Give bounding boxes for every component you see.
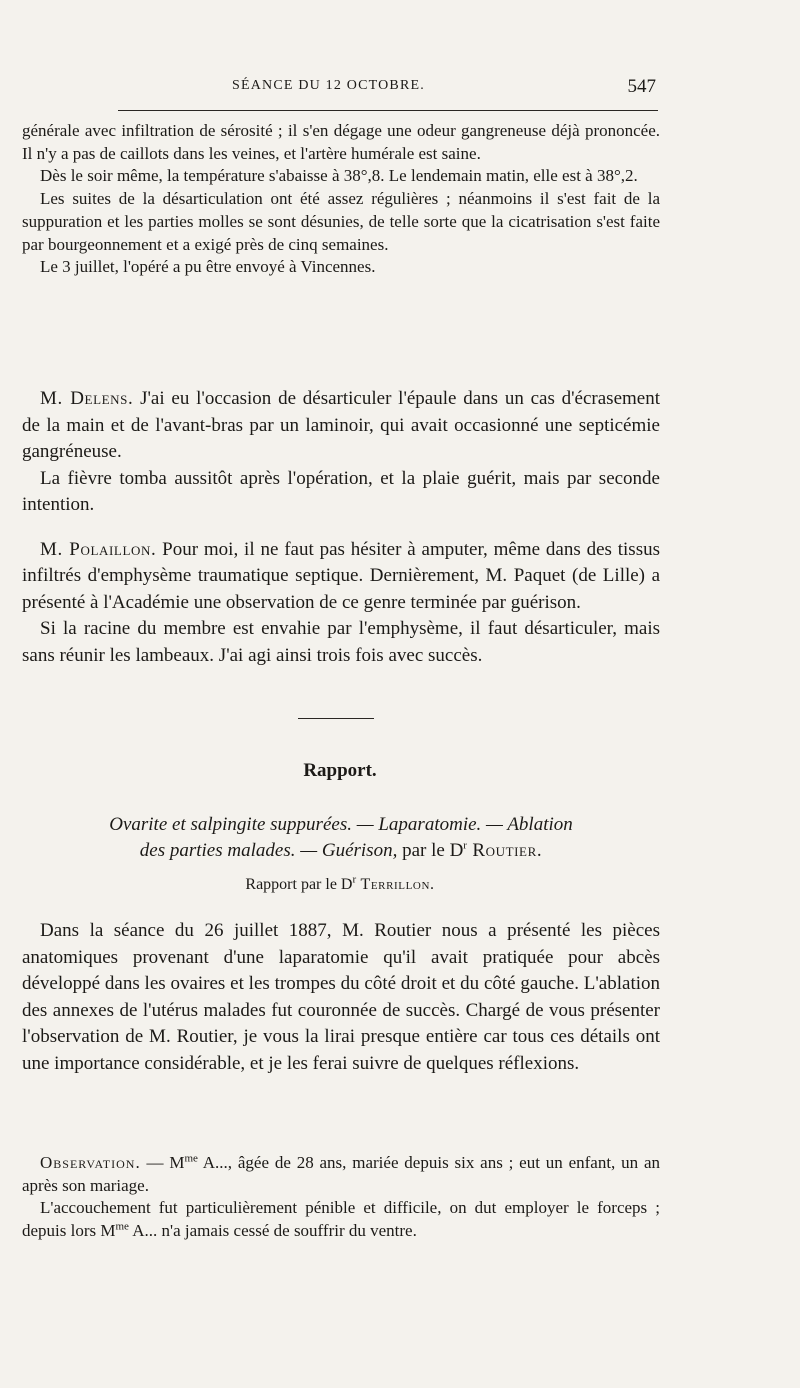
report-title <box>22 812 660 864</box>
observation-paragraph-1 <box>22 1152 660 1197</box>
page-header <box>150 78 660 102</box>
speaker-delens: M. Delens. <box>40 388 134 409</box>
byline-name: Terrillon. <box>356 876 435 893</box>
report-title-par: par le D <box>397 840 464 861</box>
delens-text: J'ai eu l'occasion de désarticuler l'épaule dans un cas d'écrasement de la main et de l'avant-bras par un laminoir, qui avait occasionné une septicémie gangréneuse. <box>22 388 660 462</box>
observation-text: A... n'a jamais cessé de souffrir du ventre. <box>128 1221 417 1241</box>
observation-sup: me <box>115 1220 129 1233</box>
report-body <box>22 918 660 1077</box>
observation <box>22 1152 660 1243</box>
case-continuation <box>22 120 660 279</box>
report-title-line-1: Ovarite et salpingite suppurées. — Laparatomie. — Ablation <box>109 814 573 835</box>
polaillon-follow: Si la racine du membre est envahie par l'emphysème, il faut désarticuler, mais sans réunir les lambeaux. J'ai agi ainsi trois fois avec succès. <box>22 618 660 666</box>
report-paragraph: Dans la séance du 26 juillet 1887, M. Routier nous a présenté les pièces anatomiques provenant d'une laparatomie qu'il avait pratiquée pour abcès développé dans les ovaires et les trompes du côté droit et du côté gauche. L'ablation des annexes de l'utérus malades fut couronnée de succès. Chargé de vous présenter l'observation de M. Routier, je vous la lirai presque entière car tous ces détails ont une importance considérable, et je les ferai suivre de quelques réflexions. <box>22 920 660 1074</box>
report-title-line-2 <box>22 838 660 864</box>
observation-head: Observation. <box>40 1153 141 1172</box>
observation-paragraph-2 <box>22 1197 660 1242</box>
section-title: Rapport. <box>303 760 377 781</box>
paragraph: générale avec infiltration de sérosité ; il s'en dégage une odeur gangreneuse déjà prononcée. Il n'y a pas de caillots dans les veines, et l'artère humérale est saine. <box>22 121 660 163</box>
polaillon-remark <box>22 537 660 617</box>
report-byline <box>0 873 680 894</box>
page-number: 547 <box>627 76 656 97</box>
report-title-author: Routier. <box>466 840 543 861</box>
polaillon-text: Pour moi, il ne faut pas hésiter à amputer, même dans des tissus infiltrés d'emphysème traumatique septique. Dernièrement, M. Paquet (de Lille) a présenté à l'Académie une observation de ce genre terminée par guérison. <box>22 538 660 613</box>
observation-text: A..., âgée de 28 ans, mariée depuis six ans ; eut un enfant, un an après son mariage. <box>22 1153 660 1195</box>
running-head: SÉANCE DU 12 OCTOBRE. <box>232 78 425 93</box>
header-rule <box>118 110 658 111</box>
paragraph: Les suites de la désarticulation ont été assez régulières ; néanmoins il s'est fait de la suppuration et les parties molles se sont désunies, de telle sorte que la cicatrisation s'est faite par bourgeonnement et a exigé près de cinq semaines. <box>22 189 660 254</box>
paragraph: Dès le soir même, la température s'abaisse à 38°,8. Le lendemain matin, elle est à 38°,2. <box>40 166 638 186</box>
observation-sup: me <box>184 1152 198 1165</box>
report-title-sup: r <box>463 839 467 852</box>
section-divider <box>298 718 374 719</box>
byline-sup: r <box>352 873 357 886</box>
discussion <box>22 386 660 669</box>
speaker-polaillon: M. Polaillon. <box>40 538 157 560</box>
delens-remark <box>22 386 660 466</box>
report-title-italic: des parties malades. — Guérison, <box>139 840 398 861</box>
observation-text: L'accouchement fut particulièrement pénible et difficile, on dut employer le forceps ; depuis lors M <box>22 1198 660 1241</box>
paragraph: Le 3 juillet, l'opéré a pu être envoyé à Vincennes. <box>40 257 376 277</box>
delens-follow: La fièvre tomba aussitôt après l'opération, et la plaie guérit, mais par seconde intention. <box>22 467 660 515</box>
byline-prefix: Rapport par le D <box>245 876 353 893</box>
observation-text: — M <box>140 1153 185 1172</box>
